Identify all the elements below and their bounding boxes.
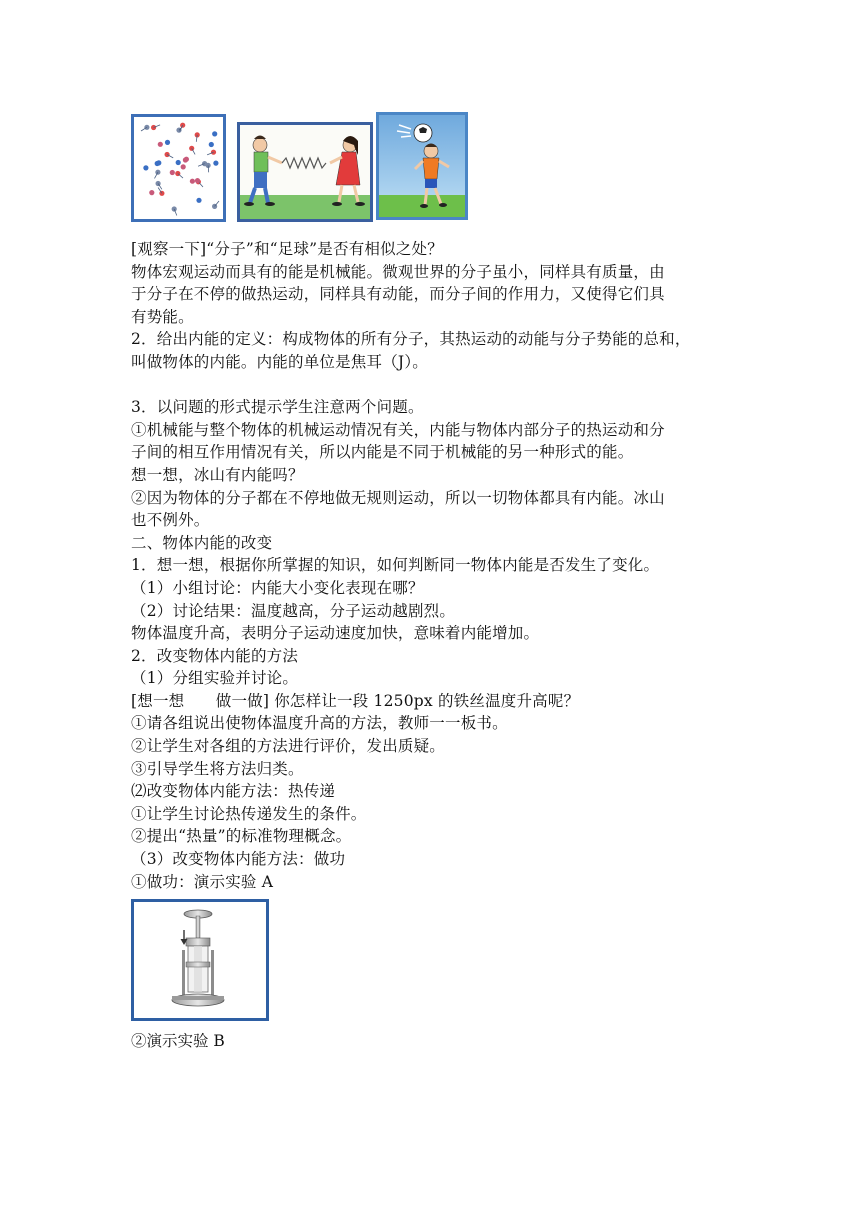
molecule-dot <box>165 140 170 145</box>
text-line: ③引导学生将方法归类。 <box>131 759 304 778</box>
text-line: （1）小组讨论：内能大小变化表现在哪？ <box>131 578 424 597</box>
text-line: （1）分组实验并讨论。 <box>131 669 299 688</box>
text-line: ①请各组说出使物体温度升高的方法，教师一一板书。 <box>131 714 508 733</box>
molecule-dot <box>158 142 163 147</box>
molecule-dot <box>155 161 160 166</box>
football-image <box>376 112 468 220</box>
molecule-dot <box>143 165 148 170</box>
molecule-dot <box>212 131 217 136</box>
lesson-text <box>131 238 746 893</box>
text-line: 1．想一想，根据你所掌握的知识，如何判断同一物体内能是否发生了变化。 <box>131 556 660 575</box>
text-line: ②提出“热量”的标准物理概念。 <box>131 827 352 846</box>
molecule-dot <box>209 142 214 147</box>
molecule-dot <box>180 123 185 128</box>
text-line: ①让学生讨论热传递发生的条件。 <box>131 804 367 823</box>
molecule-dot <box>149 190 154 195</box>
text-line: 叫做物体的内能。内能的单位是焦耳（J）。 <box>131 352 428 371</box>
text-line: 于分子在不停的做热运动，同样具有动能，而分子间的作用力，又使得它们具 <box>131 285 665 304</box>
text-line: ①机械能与整个物体的机械运动情况有关，内能与物体内部分子的热运动和分 <box>131 420 665 439</box>
molecules-image <box>131 114 226 222</box>
text-line: ②让学生对各组的方法进行评价，发出质疑。 <box>131 737 446 756</box>
text-line: 想一想，冰山有内能吗？ <box>131 465 304 484</box>
spring-tug-image <box>237 122 373 222</box>
text-line: ②因为物体的分子都在不停地做无规则运动，所以一切物体都具有内能。冰山 <box>131 488 665 507</box>
blank-line <box>131 374 746 397</box>
molecule-dot <box>195 178 200 183</box>
molecule-dot <box>190 179 195 184</box>
section-heading: 二、物体内能的改变 <box>131 533 273 552</box>
text-line: [观察一下]“分子”和“足球”是否有相似之处？ <box>131 240 443 258</box>
text-line: ①做功：演示实验 A <box>131 872 274 891</box>
text-line: 2．改变物体内能的方法 <box>131 646 299 665</box>
text-line: 也不例外。 <box>131 511 210 530</box>
text-line: 物体温度升高，表明分子运动速度加快，意味着内能增加。 <box>131 624 540 643</box>
text-line: ⑵改变物体内能方法：热传递 <box>131 782 336 801</box>
molecule-dot <box>176 160 181 165</box>
molecule-dot <box>189 146 194 151</box>
text-line: 子间的相互作用情况有关，所以内能是不同于机械能的另一种形式的能。 <box>131 443 634 462</box>
molecule-dot <box>202 161 207 166</box>
text-line: 有势能。 <box>131 307 194 326</box>
text-line: 2．给出内能的定义：构成物体的所有分子，其热运动的动能与分子势能的总和， <box>131 330 691 349</box>
text-line: （3）改变物体内能方法：做功 <box>131 850 346 869</box>
molecule-dot <box>213 161 218 166</box>
molecule-dot <box>196 198 201 203</box>
text-line: 物体宏观运动而具有的能是机械能。微观世界的分子虽小，同样具有质量，由 <box>131 262 665 281</box>
molecule-dot <box>184 157 189 162</box>
text-line: 3．以问题的形式提示学生注意两个问题。 <box>131 398 424 417</box>
experiment-a-image <box>131 899 269 1021</box>
molecule-dot <box>170 170 175 175</box>
text-line: [想一想 做一做] 你怎样让一段 1250px 的铁丝温度升高呢？ <box>131 691 580 710</box>
illustration-row <box>130 112 470 224</box>
molecule-dot <box>181 164 186 169</box>
text-line: （2）讨论结果：温度越高，分子运动越剧烈。 <box>131 601 456 620</box>
text-line: ②演示实验 B <box>131 1032 225 1050</box>
